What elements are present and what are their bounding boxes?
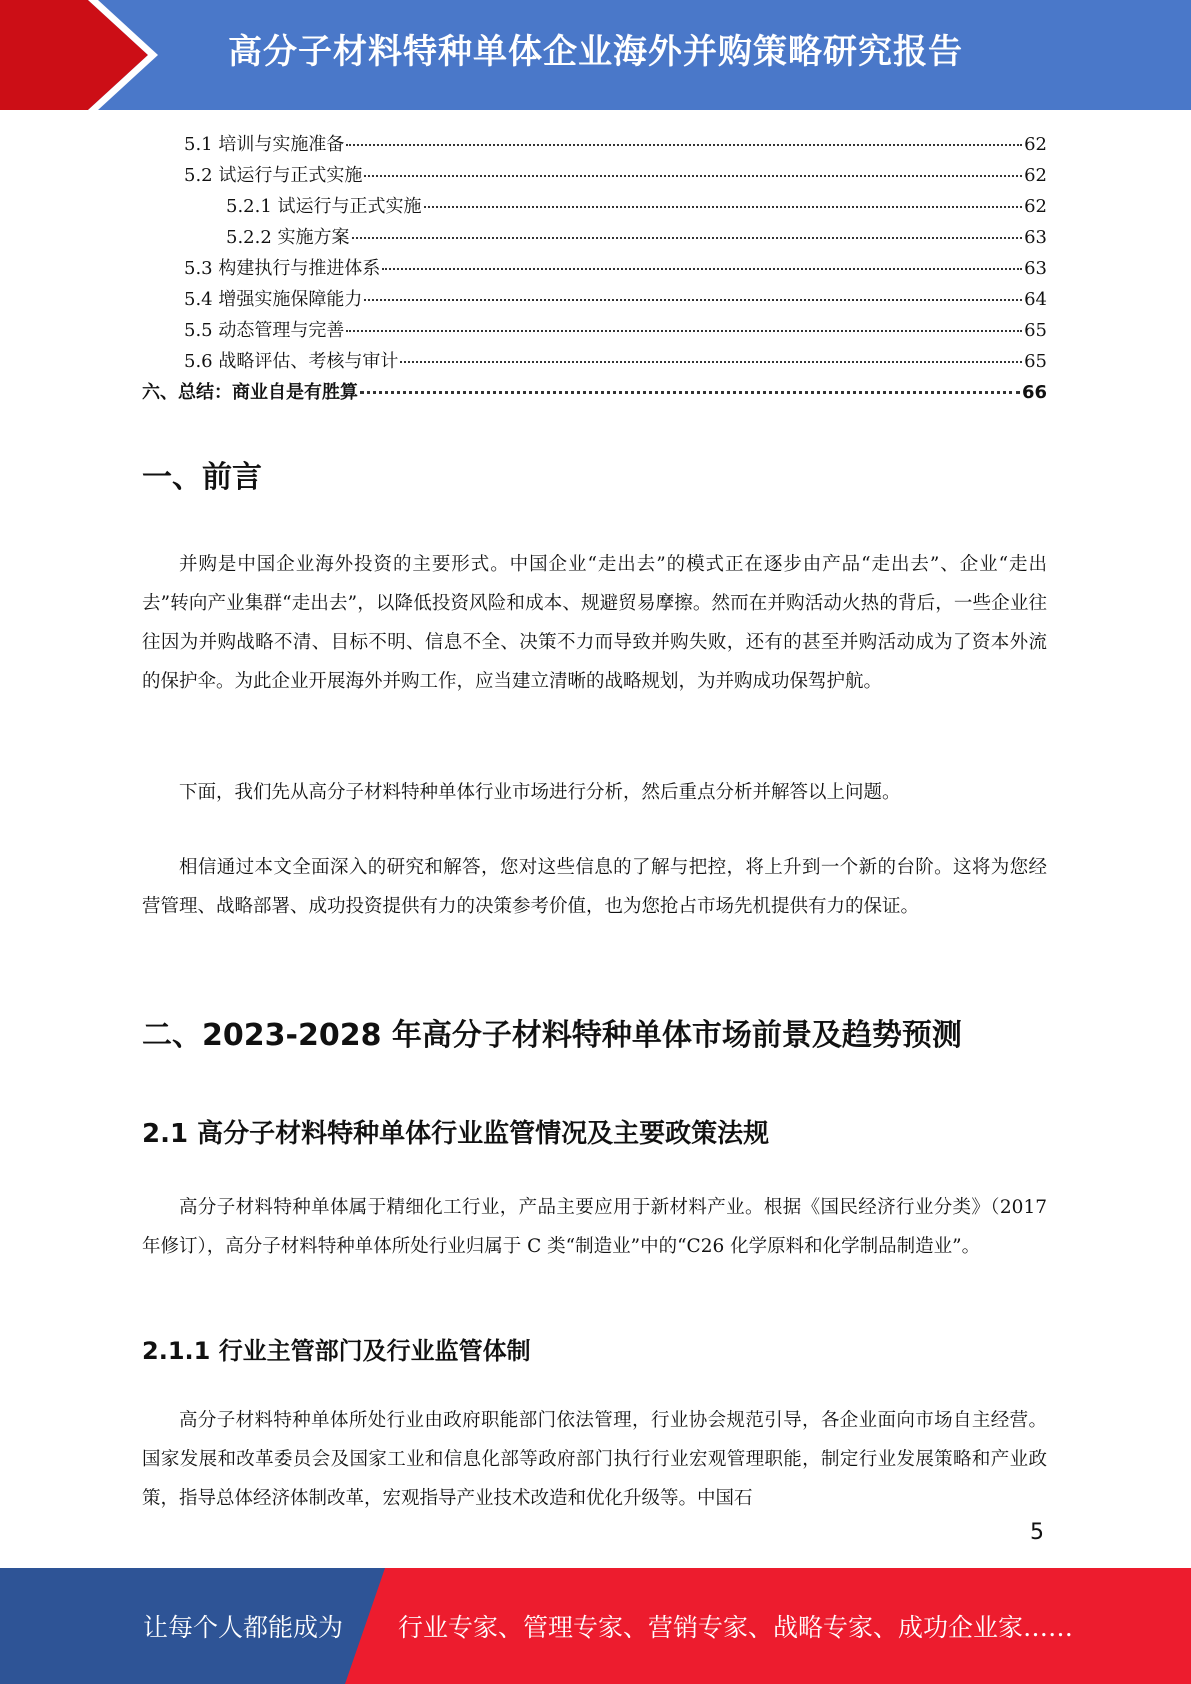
- toc-entry-label: 5.4 增强实施保障能力: [184, 289, 363, 310]
- footer-slogan-right: 行业专家、管理专家、营销专家、战略专家、成功企业家……: [398, 1613, 1074, 1642]
- toc-entry-page: 66: [1021, 382, 1047, 403]
- footer-slogan-left: 让每个人都能成为: [143, 1613, 344, 1642]
- toc-dot-leader: [424, 206, 1023, 208]
- paragraph: 高分子材料特种单体所处行业由政府职能部门依法管理，行业协会规范引导，各企业面向市场自主经营。国家发展和改革委员会及国家工业和信息化部等政府部门执行行业宏观管理职能，制定行业发展策略和产业政策，指导总体经济体制改革，宏观指导产业技术改造和优化升级等。中国石: [142, 1410, 1047, 1509]
- paragraph: 相信通过本文全面深入的研究和解答，您对这些信息的了解与把控，将上升到一个新的台阶。这将为您经营管理、战略部署、成功投资提供有力的决策参考价值，也为您抢占市场先机提供有力的保证。: [142, 857, 1047, 917]
- toc-entry-label: 5.2.2 实施方案: [226, 227, 350, 248]
- toc-entry[interactable]: [184, 316, 1047, 342]
- toc-entry-label: 5.3 构建执行与推进体系: [184, 258, 381, 279]
- toc-entry-page: 62: [1024, 165, 1047, 186]
- toc-entry-label: 六、总结：商业自是有胜算: [142, 382, 358, 403]
- toc-dot-leader: [346, 330, 1022, 332]
- toc-dot-leader: [400, 361, 1022, 363]
- section-heading-preface: 一、前言: [142, 460, 262, 495]
- report-title: 高分子材料特种单体企业海外并购策略研究报告: [228, 32, 963, 72]
- paragraph: 下面，我们先从高分子材料特种单体行业市场进行分析，然后重点分析并解答以上问题。: [179, 782, 901, 803]
- paragraph: 并购是中国企业海外投资的主要形式。中国企业“走出去”的模式正在逐步由产品“走出去”、企业“走出去”转向产业集群“走出去”，以降低投资风险和成本、规避贸易摩擦。然而在并购活动火热的背后，一些企业往往因为并购战略不清、目标不明、信息不全、决策不力而导致并购失败，还有的甚至并购活动成为了资本外流的保护伞。为此企业开展海外并购工作，应当建立清晰的战略规划，为并购成功保驾护航。: [142, 554, 1047, 692]
- toc-entry-page: 63: [1024, 227, 1047, 248]
- toc-entry-page: 63: [1024, 258, 1047, 279]
- paragraph: 高分子材料特种单体属于精细化工行业，产品主要应用于新材料产业。根据《国民经济行业分类》（2017 年修订），高分子材料特种单体所处行业归属于 C 类“制造业”中的“C26 化学原料和化学制品制造业”。: [142, 1197, 1047, 1257]
- toc-entry[interactable]: [226, 192, 1047, 218]
- toc-dot-leader: [346, 144, 1022, 146]
- page-footer: [0, 1568, 1191, 1684]
- page-header: [0, 0, 1191, 110]
- toc-dot-leader: [360, 391, 1020, 394]
- toc-entry-page: 64: [1024, 289, 1047, 310]
- toc-entry-chapter[interactable]: [142, 378, 1047, 404]
- section-heading: 2.1 高分子材料特种单体行业监管情况及主要政策法规: [142, 1119, 770, 1149]
- toc-dot-leader: [364, 299, 1022, 301]
- toc-entry-label: 5.6 战略评估、考核与审计: [184, 351, 399, 372]
- toc-entry-page: 65: [1024, 351, 1047, 372]
- toc-entry[interactable]: [184, 161, 1047, 187]
- toc-entry[interactable]: [184, 254, 1047, 280]
- toc-dot-leader: [364, 175, 1022, 177]
- toc-entry[interactable]: [184, 285, 1047, 311]
- toc-dot-leader: [352, 237, 1023, 239]
- toc-entry-page: 62: [1024, 134, 1047, 155]
- toc-dot-leader: [382, 268, 1022, 270]
- subsection-heading: 2.1.1 行业主管部门及行业监管体制: [142, 1337, 531, 1365]
- toc-entry[interactable]: [184, 130, 1047, 156]
- chapter-heading: 二、2023-2028 年高分子材料特种单体市场前景及趋势预测: [142, 1018, 962, 1053]
- toc-entry[interactable]: [226, 223, 1047, 249]
- toc-entry[interactable]: [184, 347, 1047, 373]
- toc-entry-label: 5.1 培训与实施准备: [184, 134, 345, 155]
- toc-entry-page: 62: [1024, 196, 1047, 217]
- toc-entry-label: 5.2.1 试运行与正式实施: [226, 196, 422, 217]
- page-number: 5: [1030, 1520, 1044, 1545]
- toc-entry-label: 5.2 试运行与正式实施: [184, 165, 363, 186]
- toc-entry-page: 65: [1024, 320, 1047, 341]
- toc-entry-label: 5.5 动态管理与完善: [184, 320, 345, 341]
